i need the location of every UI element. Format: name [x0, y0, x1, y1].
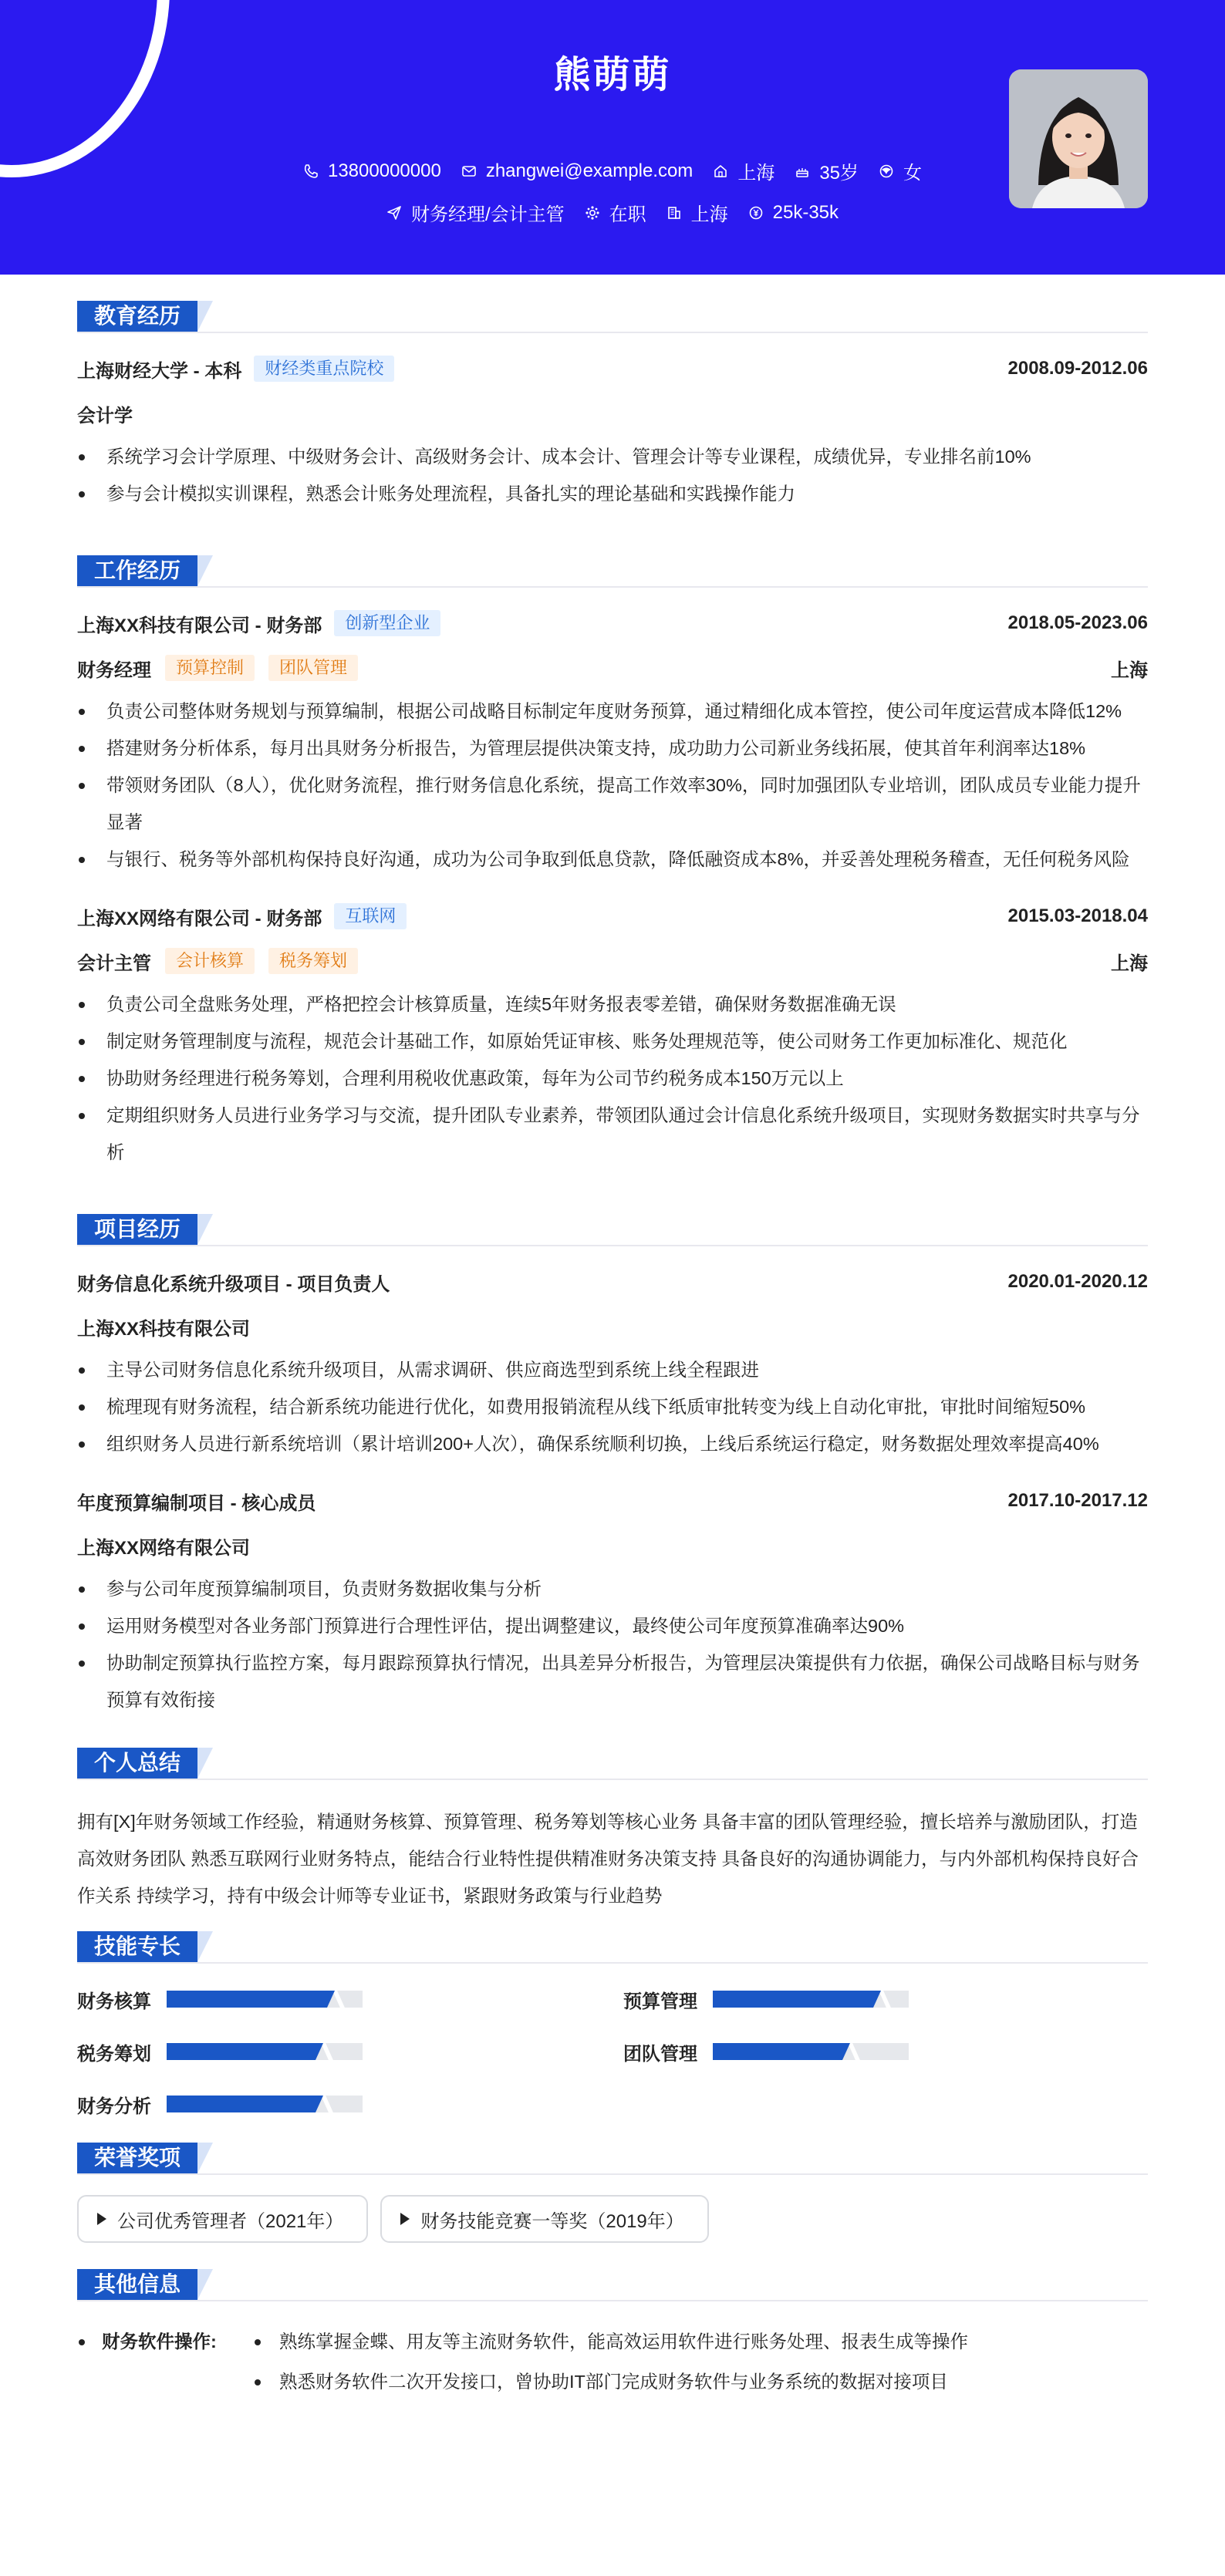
section-header — [77, 555, 1148, 588]
other-section — [77, 2269, 1148, 2402]
work-date: 2015.03-2018.04 — [1007, 905, 1148, 926]
status-icon — [585, 205, 600, 221]
entry-header — [77, 1485, 1148, 1516]
projects-section — [77, 1214, 1148, 1718]
age-icon — [795, 164, 810, 179]
entry-subheader — [77, 1311, 1148, 1342]
list-item: 熟悉财务软件二次开发接口，曾协助IT部门完成财务软件与业务系统的数据对接项目 — [255, 2362, 968, 2402]
resume-body — [77, 275, 1148, 2402]
email-item — [461, 160, 693, 182]
skills-grid — [77, 1984, 1148, 2119]
list-item: 协助制定预算执行监控方案，每月跟踪预算执行情况，出具差异分析报告，为管理层决策提供有力依据，确保公司战略目标与财务预算有效衔接 — [77, 1644, 1148, 1718]
section-header — [77, 2143, 1148, 2175]
send-icon — [386, 205, 402, 221]
section-header — [77, 301, 1148, 333]
list-item: 搭建财务分析体系，每月出具财务分析报告，为管理层提供决策支持，成功助力公司新业务线拓展，使其首年利润率达18% — [77, 730, 1148, 767]
profile-photo — [1009, 69, 1148, 208]
entry-subheader — [77, 652, 1148, 683]
work-bullets — [77, 986, 1148, 1171]
company-name: 上海XX科技有限公司 - 财务部 — [77, 615, 322, 636]
skill-bar-fill — [167, 2096, 316, 2112]
role-tag: 预算控制 — [165, 655, 255, 681]
project-entry — [77, 1266, 1148, 1462]
salary-icon — [748, 205, 764, 221]
work-entry — [77, 608, 1148, 878]
skill-bar-fill — [713, 2043, 842, 2060]
company-name: 上海XX网络有限公司 - 财务部 — [77, 908, 322, 929]
education-bullets — [77, 438, 1148, 512]
skill-bar-fill — [713, 1991, 873, 2008]
company-tag: 创新型企业 — [334, 610, 440, 636]
award-text: 公司优秀管理者（2021年） — [117, 2210, 344, 2232]
gender-item — [879, 157, 922, 184]
work-section — [77, 555, 1148, 1171]
skill-bar-fill — [167, 1991, 327, 2008]
building-icon — [666, 205, 682, 221]
role-title: 会计主管 — [77, 953, 151, 974]
skill-item — [623, 1984, 1148, 2015]
entry-header — [77, 901, 1148, 932]
work-location: 上海 — [1111, 659, 1148, 681]
list-item: 系统学习会计学原理、中级财务会计、高级财务会计、成本会计、管理会计等专业课程，成绩优异，专业排名前10% — [77, 438, 1148, 475]
awards-section — [77, 2143, 1148, 2243]
entry-header-left — [77, 903, 407, 930]
work-city-text: 上海 — [690, 204, 728, 225]
list-item: 主导公司财务信息化系统升级项目，从需求调研、供应商选型到系统上线全程跟进 — [77, 1351, 1148, 1388]
education-date: 2008.09-2012.06 — [1007, 358, 1148, 379]
skill-name: 税务筹划 — [77, 2043, 151, 2065]
other-info — [77, 2321, 1148, 2402]
project-company: 上海XX科技有限公司 — [77, 1318, 251, 1340]
status-text: 在职 — [609, 204, 646, 225]
list-item: 组织财务人员进行新系统培训（累计培训200+人次），确保系统顺利切换，上线后系统运行稳定，财务数据处理效率提高40% — [77, 1425, 1148, 1462]
list-item: 负责公司全盘账务处理，严格把控会计核算质量，连续5年财务报表零差错，确保财务数据准确无误 — [77, 986, 1148, 1023]
list-item: 参与公司年度预算编制项目，负责财务数据收集与分析 — [77, 1570, 1148, 1607]
section-title: 荣誉奖项 — [77, 2143, 197, 2173]
list-item: 运用财务模型对各业务部门预算进行合理性评估，提出调整建议，最终使公司年度预算准确率达90% — [77, 1607, 1148, 1644]
company-tag: 互联网 — [334, 903, 407, 929]
entry-subheader — [77, 1530, 1148, 1561]
list-item: 负责公司整体财务规划与预算编制，根据公司战略目标制定年度财务预算，通过精细化成本管控，使公司年度运营成本降低12% — [77, 693, 1148, 730]
award-text: 财务技能竞赛一等奖（2019年） — [420, 2210, 684, 2232]
work-location: 上海 — [1111, 953, 1148, 974]
section-header — [77, 1748, 1148, 1780]
section-title: 项目经历 — [77, 1214, 197, 1245]
project-entry — [77, 1485, 1148, 1718]
section-title: 技能专长 — [77, 1931, 197, 1962]
role-tag: 税务筹划 — [268, 948, 358, 974]
skill-bar-fill — [167, 2043, 316, 2060]
skill-item — [77, 1984, 623, 2015]
age-text: 35岁 — [819, 163, 859, 184]
entry-header-left — [77, 610, 440, 637]
email-text: zhangwei@example.com — [485, 160, 693, 181]
project-bullets — [77, 1570, 1148, 1718]
role-title: 财务经理 — [77, 659, 151, 681]
role-tag: 会计核算 — [165, 948, 255, 974]
project-title: 财务信息化系统升级项目 - 项目负责人 — [77, 1273, 390, 1295]
section-title: 个人总结 — [77, 1748, 197, 1779]
skill-item — [623, 2036, 1148, 2067]
work-date: 2018.05-2023.06 — [1007, 612, 1148, 633]
phone-icon — [303, 164, 319, 179]
section-header — [77, 2269, 1148, 2301]
list-item: 与银行、税务等外部机构保持良好沟通，成功为公司争取到低息贷款，降低融资成本8%，并妥善处理税务稽查，无任何税务风险 — [77, 841, 1148, 878]
section-header — [77, 1214, 1148, 1246]
skill-name: 财务分析 — [77, 2096, 151, 2117]
salary-text: 25k-35k — [772, 201, 839, 223]
summary-text: 拥有[X]年财务领域工作经验，精通财务核算、预算管理、税务筹划等核心业务 具备丰富的团队管理经验，擅长培养与激励团队，打造高效财务团队 熟悉互联网行业财务特点，能结合行业特性提供精准财务决策支持 具备良好的沟通协调能力，与内外部机构保持良好合作关系 持续学习，持有中级会计师等专业证书，紧跟财务政策与行业趋势 — [77, 1812, 1139, 1906]
play-triangle-icon — [400, 2213, 410, 2225]
position-item — [386, 199, 565, 226]
skills-section — [77, 1931, 1148, 2119]
gender-text: 女 — [903, 163, 923, 184]
entry-header — [77, 353, 1148, 384]
salary-item — [748, 202, 839, 224]
list-item: 定期组织财务人员进行业务学习与交流，提升团队专业素养，带领团队通过会计信息化系统升级项目，实现财务数据实时共享与分析 — [77, 1097, 1148, 1171]
play-triangle-icon — [97, 2213, 106, 2225]
mail-icon — [461, 164, 477, 179]
role-line — [77, 948, 358, 975]
work-city-item — [666, 199, 728, 226]
project-title: 年度预算编制项目 - 核心成员 — [77, 1492, 316, 1514]
school-name: 上海财经大学 - 本科 — [77, 360, 242, 382]
award-badge — [380, 2195, 708, 2243]
phone-text: 13800000000 — [327, 160, 441, 181]
section-title: 教育经历 — [77, 301, 197, 332]
summary-section — [77, 1748, 1148, 1914]
entry-subheader — [77, 398, 1148, 429]
section-title: 其他信息 — [77, 2269, 197, 2300]
section-title: 工作经历 — [77, 555, 197, 586]
education-entry — [77, 353, 1148, 512]
list-item: 带领财务团队（8人），优化财务流程，推行财务信息化系统，提高工作效率30%，同时加强团队专业培训，团队成员专业能力提升显著 — [77, 767, 1148, 841]
work-entry — [77, 901, 1148, 1171]
skill-item — [77, 2089, 623, 2119]
awards-list — [77, 2195, 1148, 2243]
skill-bar — [713, 1991, 909, 2008]
position-text: 财务经理/会计主管 — [410, 204, 565, 225]
award-badge — [77, 2195, 368, 2243]
skill-name: 财务核算 — [77, 1991, 151, 2012]
resume-header — [0, 0, 1225, 275]
role-tag: 团队管理 — [268, 655, 358, 681]
city-item — [713, 157, 774, 184]
education-section — [77, 301, 1148, 512]
entry-subheader — [77, 946, 1148, 976]
skill-bar — [167, 2096, 363, 2112]
list-item: 熟练掌握金蝶、用友等主流财务软件，能高效运用软件进行账务处理、报表生成等操作 — [255, 2321, 968, 2362]
entry-header — [77, 1266, 1148, 1297]
other-label: 财务软件操作: — [77, 2321, 255, 2402]
major: 会计学 — [77, 405, 133, 427]
other-items — [255, 2321, 968, 2402]
candidate-name: 熊萌萌 — [553, 55, 672, 96]
home-icon — [713, 164, 728, 179]
list-item: 协助财务经理进行税务筹划，合理利用税收优惠政策，每年为公司节约税务成本150万元以上 — [77, 1060, 1148, 1097]
entry-header-left — [77, 356, 394, 383]
age-item — [795, 157, 859, 184]
skill-name: 团队管理 — [623, 2043, 697, 2065]
entry-header — [77, 608, 1148, 639]
skill-bar — [167, 2043, 363, 2060]
project-date: 2020.01-2020.12 — [1007, 1271, 1148, 1292]
city-text: 上海 — [737, 163, 775, 184]
list-item: 制定财务管理制度与流程，规范会计基础工作，如原始凭证审核、账务处理规范等，使公司财务工作更加标准化、规范化 — [77, 1023, 1148, 1060]
skill-item — [77, 2036, 623, 2067]
work-bullets — [77, 693, 1148, 878]
status-item — [585, 199, 646, 226]
skill-bar — [167, 1991, 363, 2008]
gender-icon — [879, 164, 894, 179]
skill-name: 预算管理 — [623, 1991, 697, 2012]
project-company: 上海XX网络有限公司 — [77, 1537, 251, 1559]
phone-item — [303, 160, 441, 182]
list-item: 参与会计模拟实训课程，熟悉会计账务处理流程，具备扎实的理论基础和实践操作能力 — [77, 475, 1148, 512]
section-header — [77, 1931, 1148, 1964]
school-tag: 财经类重点院校 — [254, 356, 394, 382]
project-bullets — [77, 1351, 1148, 1462]
skill-bar — [713, 2043, 909, 2060]
list-item: 梳理现有财务流程，结合新系统功能进行优化，如费用报销流程从线下纸质审批转变为线上自动化审批，审批时间缩短50% — [77, 1388, 1148, 1425]
project-date: 2017.10-2017.12 — [1007, 1490, 1148, 1511]
role-line — [77, 655, 358, 682]
